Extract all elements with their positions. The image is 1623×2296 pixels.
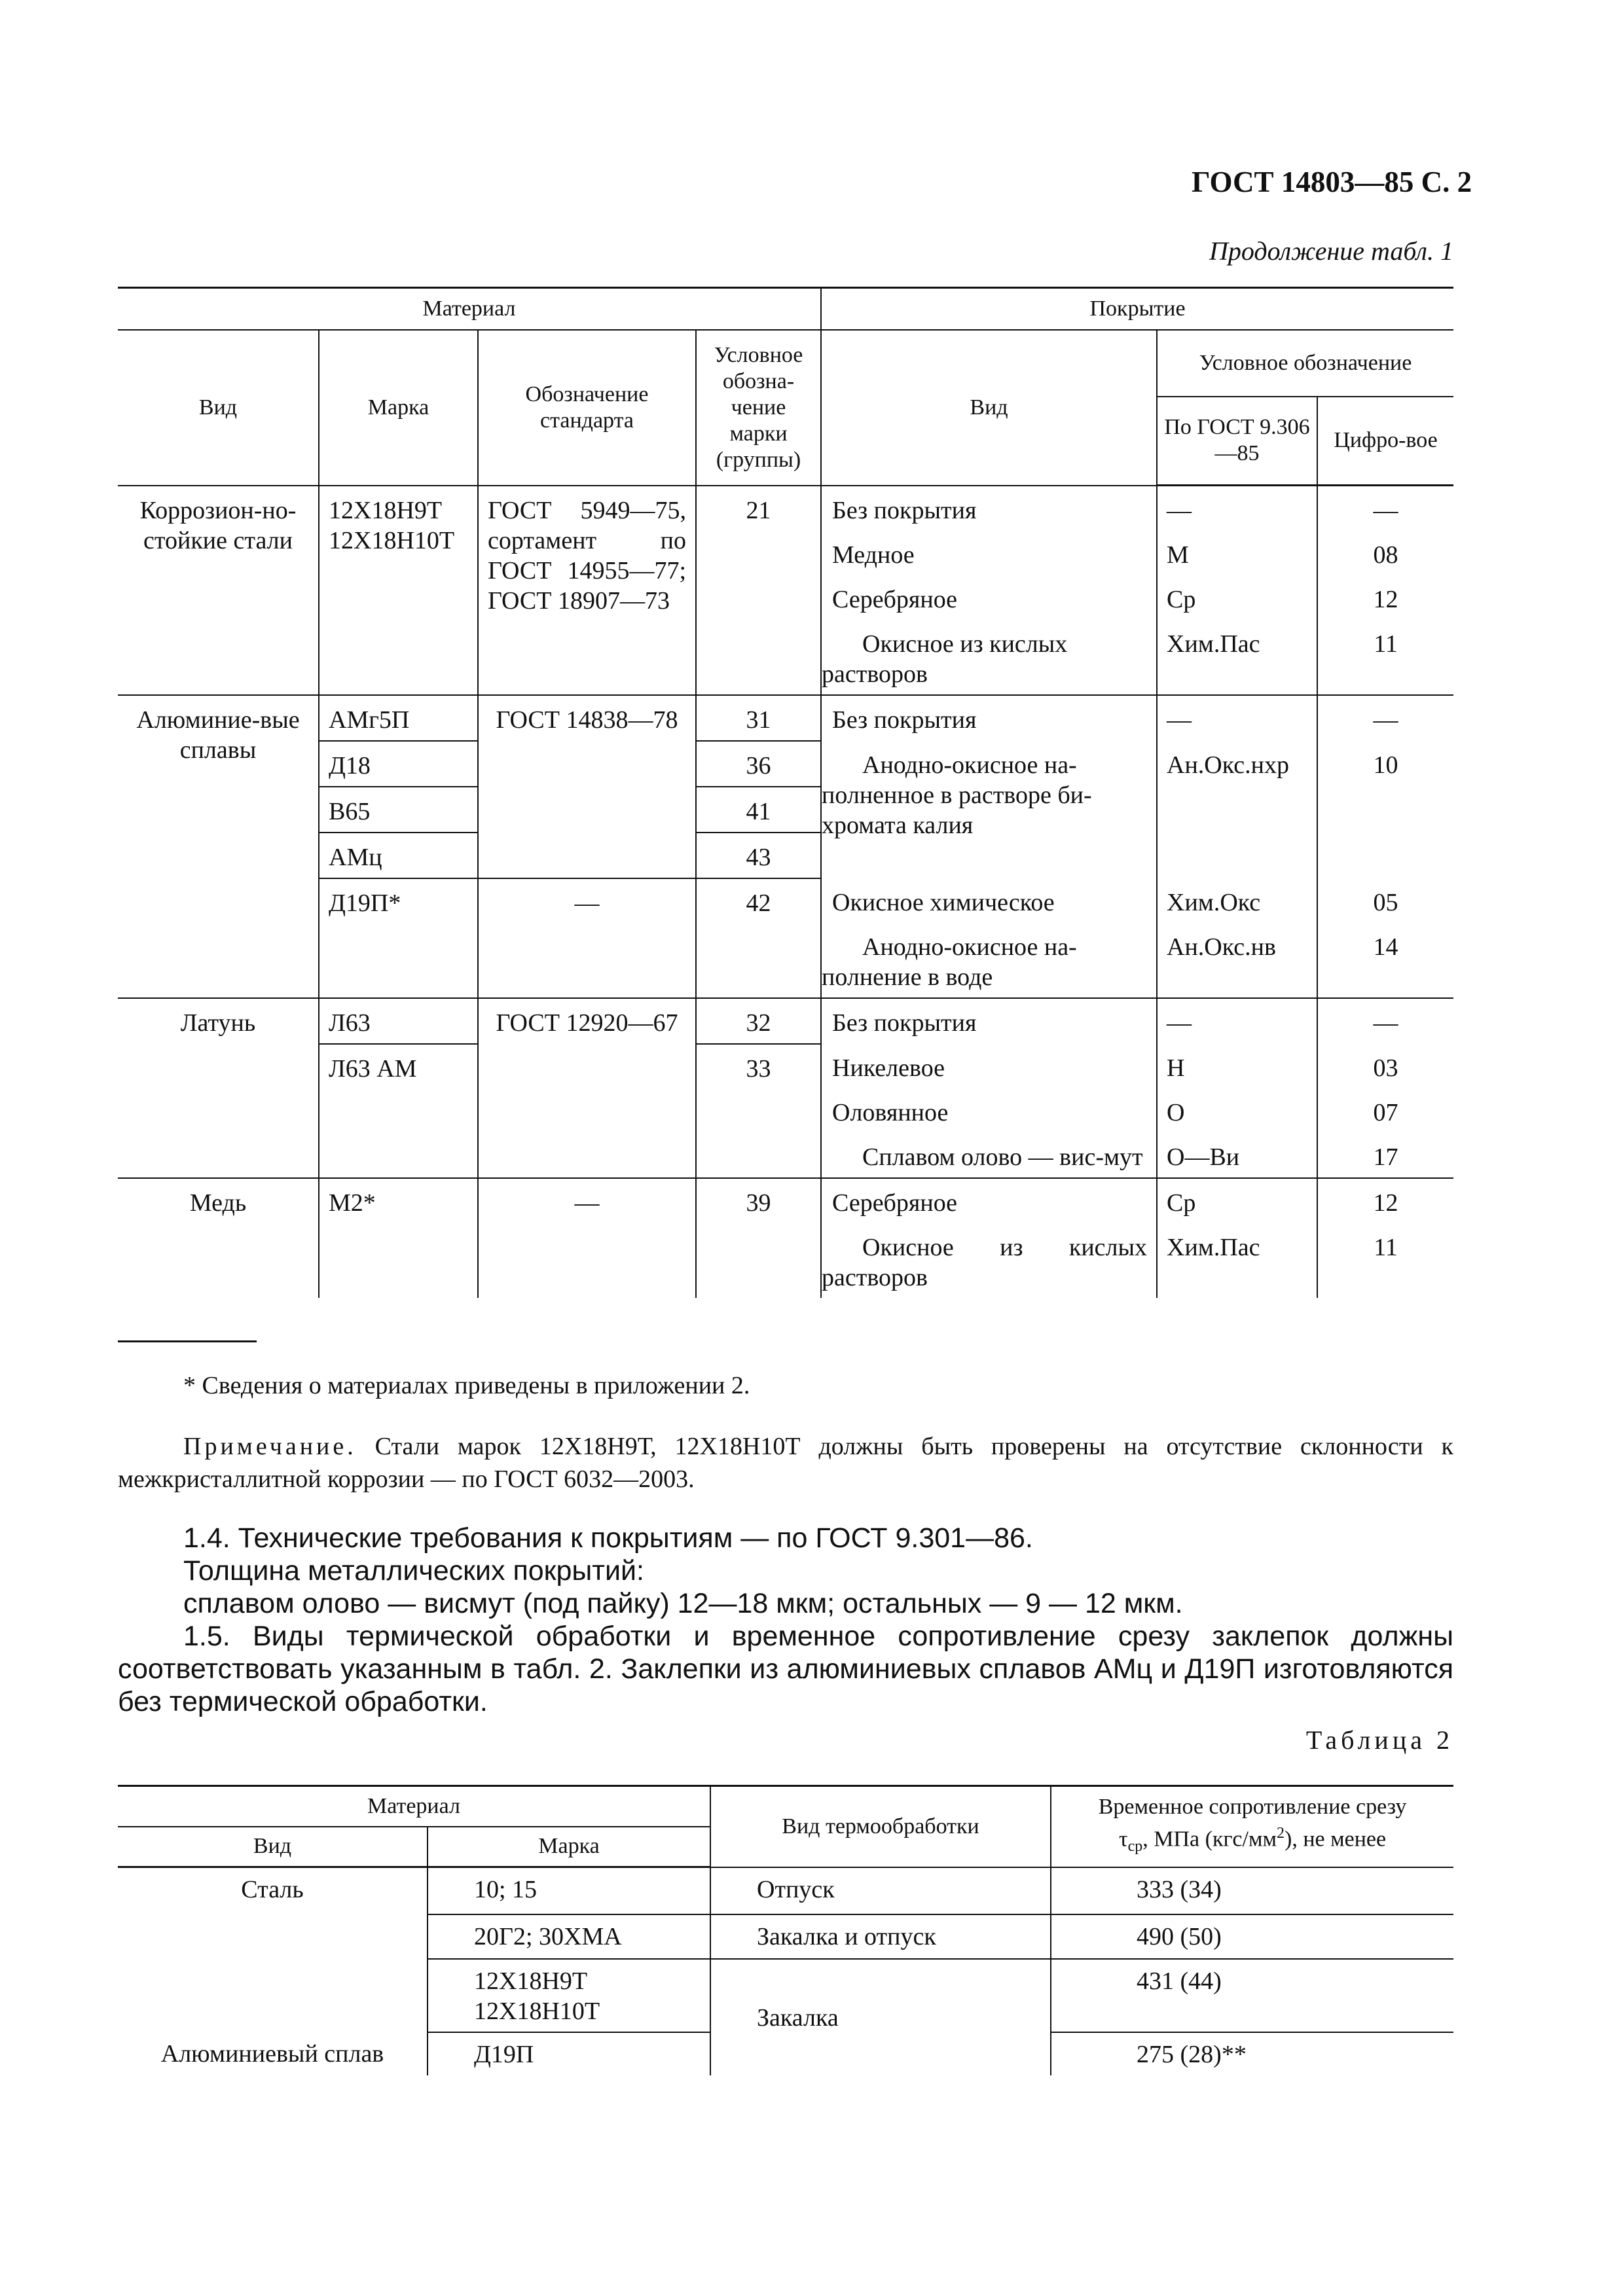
coating-kind-cell: Без покрытия (821, 998, 1157, 1044)
table-note (118, 1430, 1453, 1496)
gost-code-cell: Ср (1157, 575, 1317, 620)
grade-code-cell: 42 (696, 878, 821, 998)
grade-code-cell: 41 (696, 787, 821, 833)
header-shear-strength (1051, 1786, 1453, 1867)
table-row (118, 1867, 1453, 1914)
coating-kind-cell: Без покрытия (821, 695, 1157, 741)
grade-cell: Д18 (319, 741, 478, 787)
material-kind-cell: Алюминие-вые сплавы (118, 695, 319, 998)
gost-code-cell: Н (1157, 1044, 1317, 1088)
standard-cell: — (478, 878, 696, 998)
materials-coatings-table (118, 287, 1453, 1298)
coating-kind-cell (821, 1133, 1157, 1178)
material-kind-cell: Латунь (118, 998, 319, 1178)
coating-kind-cell: Серебряное (821, 575, 1157, 620)
grade-cell: Д19П* (319, 878, 478, 998)
strength-superscript: 2 (1277, 1824, 1285, 1842)
header-material: Материал (118, 288, 821, 330)
grade-value: 12Х18Н10Т (474, 1997, 600, 2025)
grade-code-cell: 36 (696, 741, 821, 787)
grade-code-cell: 39 (696, 1178, 821, 1298)
standard-cell: ГОСТ 12920—67 (478, 998, 696, 1178)
digital-code-cell: 08 (1373, 541, 1398, 569)
strength-cell: 275 (28)** (1051, 2032, 1453, 2075)
table-continuation-label: Продолжение табл. 1 (1209, 236, 1453, 266)
header-standard: Обозначение стандарта (478, 330, 696, 486)
header-material-kind: Вид (118, 330, 319, 486)
header-material-kind: Вид (118, 1827, 428, 1867)
strength-suffix: ), не менее (1285, 1827, 1387, 1852)
grade-code-cell: 43 (696, 833, 821, 878)
paragraph-thickness-values: сплавом олово — висмут (под пайку) 12—18 мкм; остальных — 9 — 12 мкм. (183, 1588, 1183, 1619)
digital-code-cell: — (1373, 497, 1398, 524)
gost-code-cell: — (1157, 486, 1317, 531)
grade-cell (319, 486, 478, 696)
strength-cell: 490 (50) (1051, 1914, 1453, 1959)
gost-code-cell: О—Ви (1157, 1133, 1317, 1178)
gost-code-cell: М (1157, 531, 1317, 575)
header-grade-code: Условное обозна-чение марки (группы) (696, 330, 821, 486)
header-material: Материал (118, 1786, 710, 1827)
digital-code-cell: 17 (1373, 1143, 1398, 1171)
digital-code-cell: — (1317, 998, 1453, 1044)
grade-cell: 20Г2; 30ХМА (428, 1914, 710, 1959)
coating-kind-cell: Окисное химическое (821, 878, 1157, 923)
paragraph-1-5: 1.5. Виды термической обработки и временное сопротивление срезу заклепок должны соответствовать указанным в табл. 2. Заклепки из алюминиевых сплавов АМц и Д19П изготовляются без термической обработки. (118, 1621, 1453, 1717)
gost-code-cell: Хим.Пас (1157, 620, 1317, 695)
digital-code-cell: — (1317, 695, 1453, 741)
standard-cell: ГОСТ 5949—75, сортамент по ГОСТ 14955—77; ГОСТ 18907—73 (478, 486, 696, 696)
grade-code-cell: 21 (696, 486, 821, 696)
digital-code-cell: 14 (1373, 933, 1398, 961)
grade-cell: М2* (319, 1178, 478, 1298)
table-row (118, 1178, 1453, 1223)
gost-code-cell: — (1157, 998, 1317, 1044)
treatment-cell: Закалка (710, 1959, 1051, 2075)
coating-kind-text: Сплавом олово — вис-мут (862, 1143, 1143, 1171)
table-row (118, 998, 1453, 1044)
digital-code-cell: 11 (1374, 630, 1398, 658)
treatment-cell: Отпуск (710, 1867, 1051, 1914)
material-kind-cell: Медь (118, 1178, 319, 1298)
grade-code-cell: 32 (696, 998, 821, 1044)
strength-cell: 431 (44) (1051, 1959, 1453, 2032)
grade-cell: Д19П (428, 2032, 710, 2075)
digital-code-cell: 03 (1373, 1054, 1398, 1082)
table-row (118, 695, 1453, 741)
grade-cell: 10; 15 (428, 1867, 710, 1914)
coating-kind-text: Анодно-окисное на-полненное в растворе би-хромата калия (822, 751, 1092, 839)
treatment-cell: Закалка и отпуск (710, 1914, 1051, 1959)
material-kind-cell: Сталь (118, 1867, 428, 2032)
grade-cell: Л63 АМ (319, 1044, 478, 1178)
grade-cell: Л63 (319, 998, 478, 1044)
standard-cell: — (478, 1178, 696, 1298)
standard-cell: ГОСТ 14838—78 (478, 695, 696, 878)
grade-value: 12Х18Н9Т (329, 496, 443, 524)
material-kind-cell: Алюминиевый сплав (118, 2032, 428, 2075)
grade-code-cell: 31 (696, 695, 821, 741)
gost-code-cell: Ан.Окс.нв (1157, 923, 1317, 998)
grade-cell: АМг5П (319, 695, 478, 741)
paragraph-thickness: Толщина металлических покрытий: (183, 1555, 644, 1587)
digital-code-cell: 12 (1317, 1178, 1453, 1223)
footnote: * Сведения о материалах приведены в приложении 2. (183, 1372, 750, 1399)
grade-cell: В65 (319, 787, 478, 833)
digital-code-cell: 12 (1373, 586, 1398, 613)
coating-kind-cell: Оловянное (821, 1088, 1157, 1133)
gost-code-cell: Хим.Окс (1157, 878, 1317, 923)
strength-subscript: ср (1127, 1837, 1143, 1855)
coating-kind-cell (821, 620, 1157, 695)
coating-kind-text: Окисное из кислых растворов (822, 630, 1068, 688)
paragraph-1-4: 1.4. Технические требования к покрытиям — по ГОСТ 9.301—86. (183, 1522, 1033, 1554)
note-label: Примечание. (183, 1433, 357, 1460)
header-coating-kind: Вид (821, 330, 1157, 486)
coating-kind-cell: Серебряное (821, 1178, 1157, 1223)
gost-code-cell: О (1157, 1088, 1317, 1133)
gost-code-cell: — (1157, 695, 1317, 741)
coating-kind-text: Окисное из кислых растворов (822, 1234, 1148, 1291)
header-digital-code: Цифро-вое (1317, 397, 1453, 486)
grade-value: 12Х18Н10Т (329, 526, 455, 554)
material-kind-cell: Коррозион-но-стойкие стали (118, 486, 319, 696)
header-coating-code: Условное обозначение (1157, 330, 1453, 397)
page-header: ГОСТ 14803—85 С. 2 (1192, 166, 1472, 198)
coating-kind-cell (821, 1223, 1157, 1298)
gost-code-cell: Ан.Окс.нхр (1157, 741, 1317, 878)
gost-code-cell: Ср (1157, 1178, 1317, 1223)
coating-kind-cell (821, 923, 1157, 998)
digital-code-cell: 10 (1373, 751, 1398, 779)
strength-cell: 333 (34) (1137, 1875, 1222, 1903)
note-text: Стали марок 12Х18Н9Т, 12Х18Н10Т должны быть проверены на отсутствие склонности к межкристаллитной коррозии — по ГОСТ 6032—2003. (118, 1433, 1453, 1493)
grade-cell (428, 1959, 710, 2032)
header-grade: Марка (319, 330, 478, 486)
strength-line-1: Временное сопротивление срезу (1098, 1794, 1407, 1819)
header-coating: Покрытие (821, 288, 1453, 330)
digital-code-cell: 07 (1373, 1099, 1398, 1126)
coating-kind-cell: Медное (821, 531, 1157, 575)
table-row (118, 486, 1453, 531)
digital-code-cell: 05 (1373, 889, 1398, 916)
grade-value: 12Х18Н9Т (474, 1967, 588, 1995)
coating-kind-cell (821, 741, 1157, 878)
table-2-caption: Таблица 2 (1305, 1725, 1453, 1755)
header-treatment: Вид термообработки (710, 1786, 1051, 1867)
coating-kind-cell: Без покрытия (821, 486, 1157, 531)
header-gost-code: По ГОСТ 9.306—85 (1157, 397, 1317, 486)
heat-treatment-table (118, 1785, 1453, 2075)
gost-code-cell: Хим.Пас (1157, 1223, 1317, 1298)
digital-code-cell: 11 (1374, 1234, 1398, 1261)
grade-cell: АМц (319, 833, 478, 878)
strength-units: , МПа (кгс/мм (1142, 1827, 1277, 1852)
coating-kind-text: Анодно-окисное на-полнение в воде (822, 933, 1077, 991)
footnote-separator (118, 1340, 257, 1342)
strength-tau: τ (1118, 1827, 1128, 1852)
coating-kind-cell: Никелевое (821, 1044, 1157, 1088)
header-grade: Марка (428, 1827, 710, 1867)
grade-code-cell: 33 (696, 1044, 821, 1178)
